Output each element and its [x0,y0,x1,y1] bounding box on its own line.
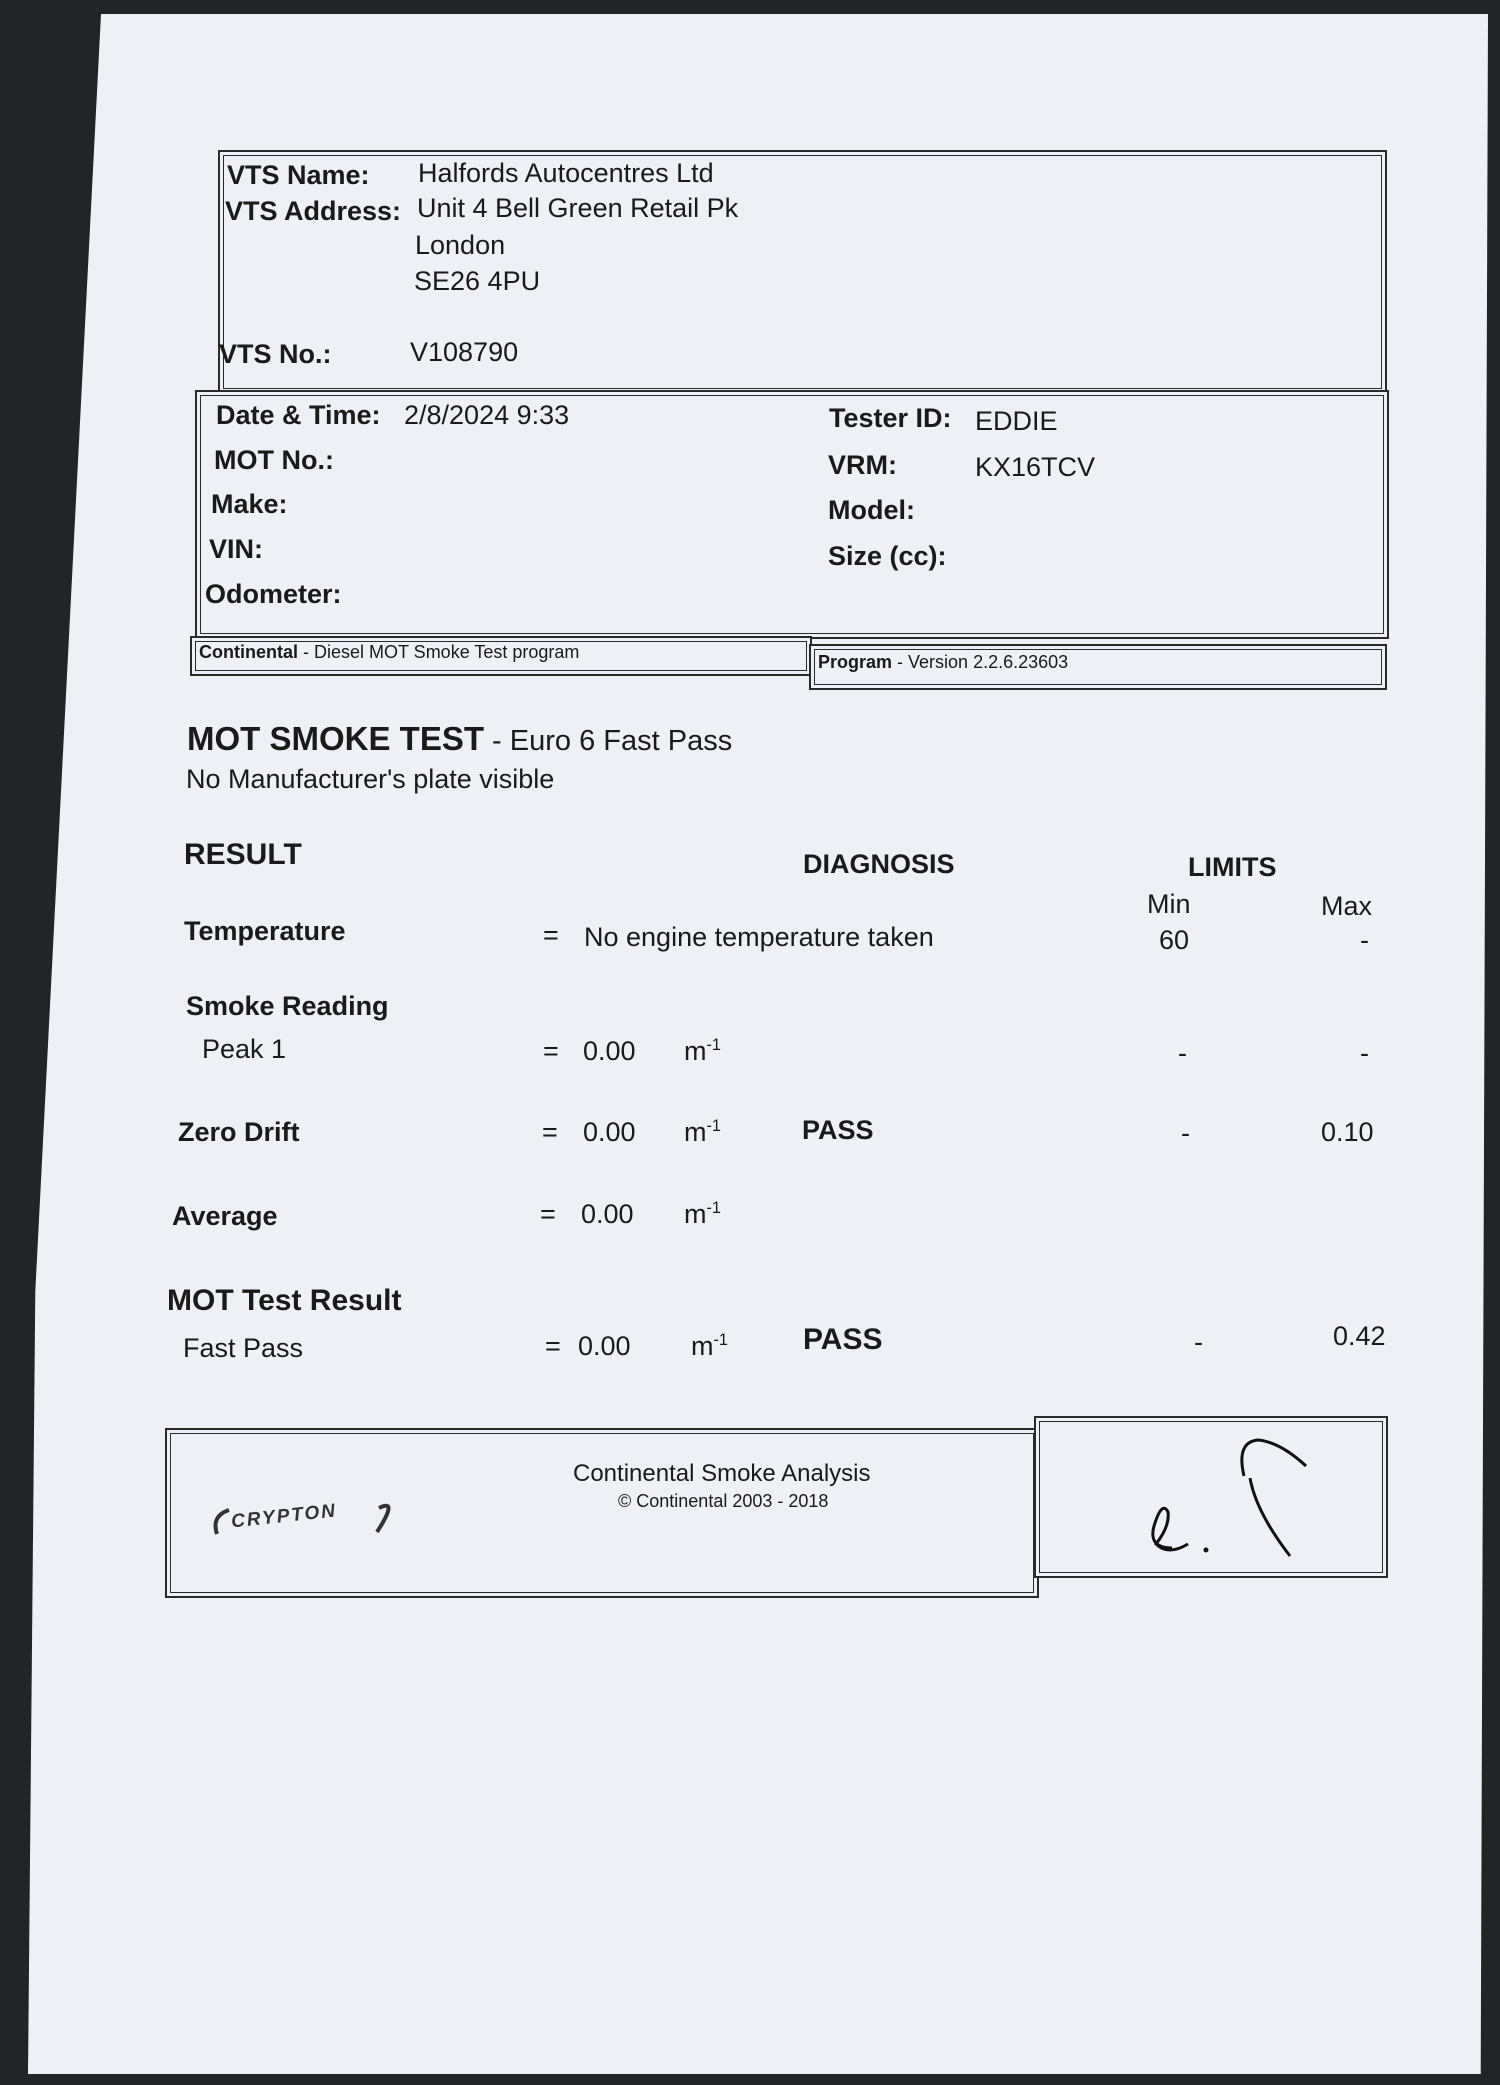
fast-pass-equals: = [545,1331,561,1361]
analysis-copyright: © Continental 2003 - 2018 [618,1491,829,1511]
mot-test-result-label: MOT Test Result [167,1284,402,1317]
average-label: Average [172,1201,278,1231]
zero-drift-label: Zero Drift [178,1117,300,1147]
test-subtitle: No Manufacturer's plate visible [186,764,555,794]
peak1-value: 0.00 [583,1036,636,1066]
zero-drift-value: 0.00 [583,1117,636,1147]
average-unit-base: m [684,1199,707,1229]
program-right-desc: - Version 2.2.6.23603 [892,652,1069,672]
temperature-equals: = [543,920,559,950]
average-unit-exp: -1 [706,1199,721,1217]
test-title [187,720,732,758]
program-left-text [199,642,579,663]
fast-pass-label: Fast Pass [183,1333,304,1363]
temperature-min: 60 [1159,925,1190,955]
tester-id-label: Tester ID: [829,403,952,433]
odometer-label: Odometer: [205,579,342,609]
peak1-max: - [1360,1038,1369,1068]
diagnosis-header: DIAGNOSIS [803,849,955,879]
zero-drift-max: 0.10 [1321,1117,1374,1147]
vts-no-label: VTS No.: [219,339,332,369]
fast-pass-unit-exp: -1 [713,1331,728,1349]
vts-address-label: VTS Address: [225,196,402,226]
datetime-label: Date & Time: [216,400,381,430]
peak1-unit [684,1036,721,1067]
fast-pass-unit [691,1331,728,1362]
zero-drift-unit [684,1117,721,1148]
vts-address-line3: SE26 4PU [414,266,541,296]
crypton-logo-text: CRYPTON [230,1500,338,1533]
limits-header: LIMITS [1188,852,1277,882]
vin-label: VIN: [209,534,263,564]
vts-address-line1: Unit 4 Bell Green Retail Pk [417,193,739,223]
average-unit [684,1199,721,1230]
size-cc-label: Size (cc): [828,541,947,571]
fast-pass-unit-base: m [691,1331,714,1361]
min-header: Min [1147,889,1191,919]
mot-no-label: MOT No.: [214,445,334,475]
average-equals: = [540,1199,556,1229]
peak1-min: - [1178,1038,1187,1068]
program-right-text [818,652,1068,673]
zero-drift-diagnosis: PASS [802,1115,874,1145]
average-value: 0.00 [581,1199,634,1229]
test-title-rest: - Euro 6 Fast Pass [484,725,733,757]
tester-id-value: EDDIE [975,406,1058,436]
peak1-equals: = [543,1036,559,1066]
peak1-unit-base: m [684,1036,707,1066]
smoke-reading-label: Smoke Reading [186,991,389,1021]
zero-drift-min: - [1181,1118,1190,1148]
zero-drift-unit-exp: -1 [706,1117,721,1135]
result-header: RESULT [184,838,302,871]
fast-pass-diagnosis: PASS [803,1323,883,1356]
temperature-label: Temperature [184,916,346,946]
fast-pass-value: 0.00 [578,1331,631,1361]
program-right-brand: Program [818,652,893,672]
crypton-logo [203,1486,403,1546]
model-label: Model: [828,495,915,525]
max-header: Max [1321,891,1373,921]
vts-name-value: Halfords Autocentres Ltd [418,158,714,188]
make-label: Make: [211,489,288,519]
tester-signature [1140,1432,1340,1562]
vts-info-box [218,150,1387,394]
temperature-max: - [1360,925,1369,955]
vts-address-line2: London [415,230,506,260]
analysis-title: Continental Smoke Analysis [573,1460,871,1487]
zero-drift-unit-base: m [684,1117,707,1147]
datetime-value: 2/8/2024 9:33 [404,400,570,430]
test-title-bold: MOT SMOKE TEST [187,720,484,757]
vrm-value: KX16TCV [975,452,1096,482]
temperature-value: No engine temperature taken [584,922,934,952]
fast-pass-min: - [1194,1327,1203,1357]
vts-no-value: V108790 [410,337,519,367]
peak1-label: Peak 1 [202,1034,287,1064]
peak1-unit-exp: -1 [706,1036,721,1054]
program-left-desc: - Diesel MOT Smoke Test program [298,642,580,662]
vrm-label: VRM: [828,450,897,480]
zero-drift-equals: = [542,1117,558,1147]
fast-pass-max: 0.42 [1333,1321,1386,1351]
program-left-brand: Continental [199,642,298,662]
vts-name-label: VTS Name: [227,160,370,190]
